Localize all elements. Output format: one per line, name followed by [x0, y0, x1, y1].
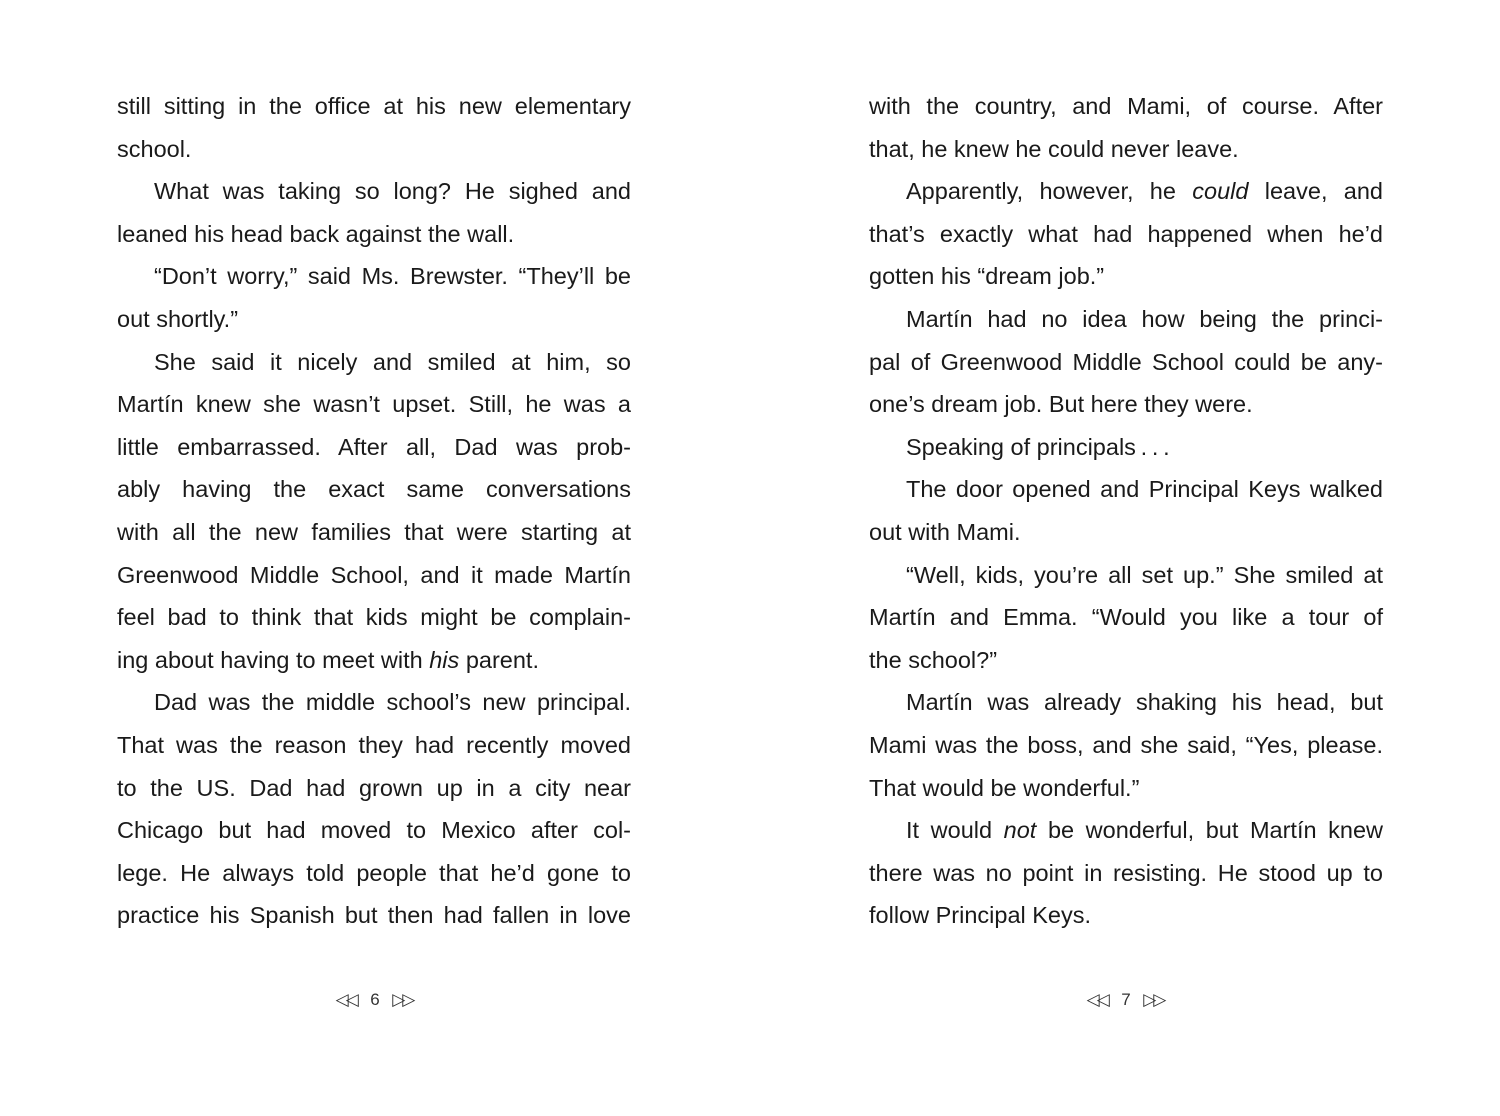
text-line: Martín had no idea how being the princi-: [906, 305, 1383, 332]
text-line: still sitting in the office at his new elementary: [117, 93, 631, 119]
text-line: that’s exactly what had happened when he’d: [869, 220, 1383, 247]
text-line: that, he knew he could never leave.: [869, 135, 1239, 162]
text-line: the school?”: [869, 646, 998, 673]
text-span: Apparently, however, he: [906, 178, 1176, 205]
text-line: out with Mami.: [869, 518, 1021, 545]
text-line: Martín and Emma. “Would you like a tour of: [869, 604, 1383, 631]
text-line: Speaking of principals . . .: [906, 433, 1170, 460]
text-line: Martín was already shaking his head, but: [906, 689, 1383, 716]
text-span: leave, and: [1264, 178, 1383, 205]
text-line: “Well, kids, you’re all set up.” She smiled at: [906, 561, 1383, 588]
left-page: [117, 85, 631, 945]
text-line: lege. He always told people that he’d gone to: [117, 859, 631, 886]
text-span: ing about having to meet with: [117, 646, 423, 673]
text-line: That would be wonderful.”: [869, 774, 1140, 801]
text-span: It would: [906, 817, 993, 844]
text-line: Martín knew she wasn’t upset. Still, he was a: [117, 391, 631, 418]
text-line: there was no point in resisting. He stood up to: [869, 859, 1383, 886]
text-line: feel bad to think that kids might be complain-: [117, 604, 631, 631]
right-arrows-icon: ▷▷: [1143, 990, 1164, 1009]
right-page: [869, 85, 1383, 945]
text-line: What was taking so long? He sighed and: [154, 178, 631, 205]
text-line: out shortly.”: [117, 305, 239, 332]
page-number: 6: [370, 990, 380, 1009]
italic-word: could: [1192, 178, 1249, 205]
text-line: practice his Spanish but then had fallen in love: [117, 902, 631, 929]
left-arrows-icon: ◁◁: [335, 990, 356, 1009]
text-line: That was the reason they had recently moved: [117, 731, 631, 758]
text-line: The door opened and Principal Keys walked: [906, 476, 1383, 503]
text-line: [869, 809, 1383, 852]
text-line: [869, 170, 1383, 213]
text-line: to the US. Dad had grown up in a city near: [117, 774, 631, 801]
italic-word: his: [429, 646, 460, 673]
text-line: pal of Greenwood Middle School could be any-: [869, 348, 1383, 375]
italic-word: not: [1003, 817, 1037, 844]
text-line: [117, 639, 631, 682]
text-line: She said it nicely and smiled at him, so: [154, 348, 631, 375]
text-line: with the country, and Mami, of course. After: [869, 93, 1383, 119]
text-line: one’s dream job. But here they were.: [869, 391, 1253, 418]
text-span: parent.: [465, 646, 539, 673]
text-line: Dad was the middle school’s new principal.: [154, 689, 631, 716]
text-line: school.: [117, 135, 192, 162]
text-line: leaned his head back against the wall.: [117, 220, 515, 247]
text-line: Greenwood Middle School, and it made Martín: [117, 561, 631, 588]
page-number-right: [1025, 988, 1225, 1012]
right-arrows-icon: ▷▷: [392, 990, 413, 1009]
page-number: 7: [1121, 990, 1131, 1009]
text-line: Mami was the boss, and she said, “Yes, please.: [869, 731, 1383, 758]
text-line: “Don’t worry,” said Ms. Brewster. “They’ll be: [154, 263, 631, 290]
text-line: with all the new families that were starting at: [117, 518, 631, 545]
text-line: follow Principal Keys.: [869, 902, 1092, 929]
text-span: be wonderful, but Martín knew: [1047, 817, 1384, 844]
text-line: gotten his “dream job.”: [869, 263, 1105, 290]
left-arrows-icon: ◁◁: [1086, 990, 1107, 1009]
text-line: Chicago but had moved to Mexico after col-: [117, 817, 631, 844]
text-line: ably having the exact same conversations: [117, 476, 631, 503]
text-line: little embarrassed. After all, Dad was prob-: [117, 433, 631, 460]
page-number-left: [274, 988, 474, 1012]
